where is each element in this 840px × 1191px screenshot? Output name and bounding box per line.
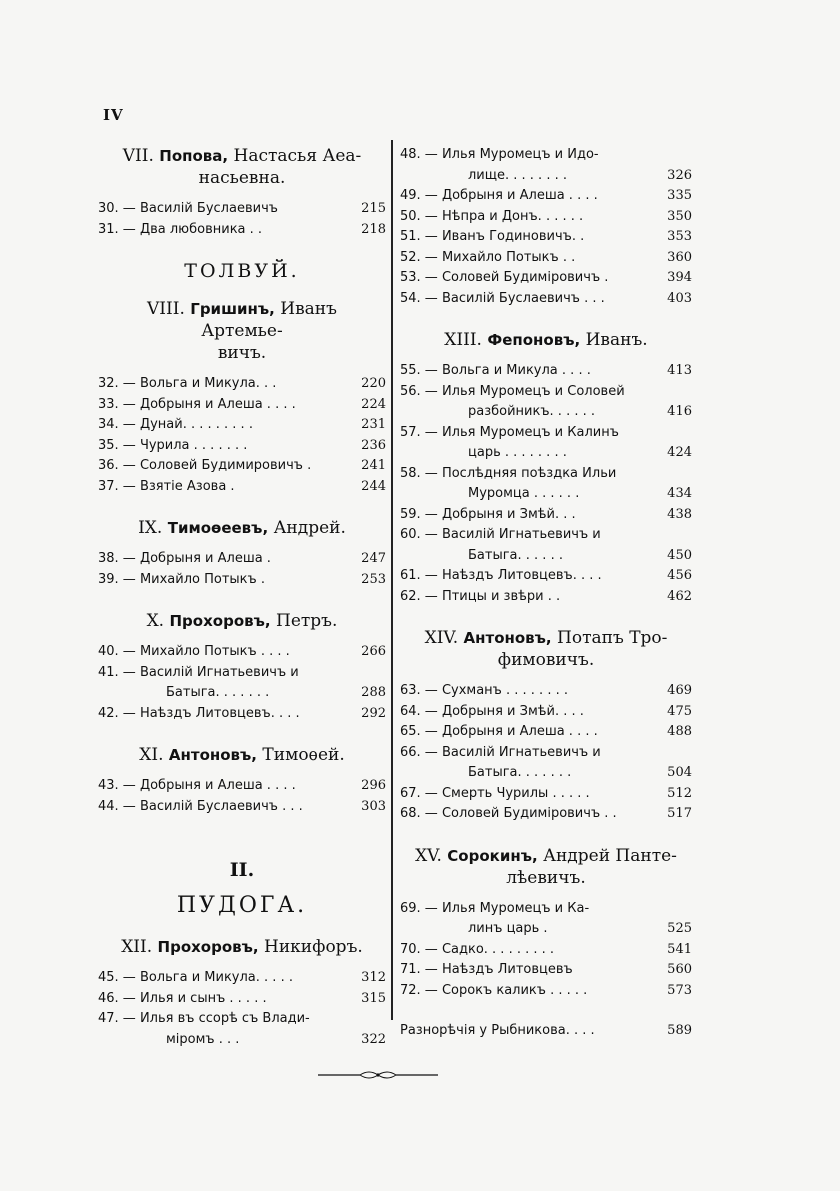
toc-entry: [98, 663, 386, 684]
entry-title: 59. — Добрыня и Змѣй. . .: [400, 506, 576, 522]
entry-page: [348, 1009, 386, 1030]
entry-title: Батыга. . . . . .: [468, 547, 563, 563]
toc-entry: [400, 361, 692, 382]
toc-entry: [98, 642, 386, 663]
page-number: IV: [103, 106, 124, 124]
entry-page: 266: [361, 644, 386, 659]
entry-page: 326: [667, 167, 692, 183]
toc-entry: [400, 960, 692, 981]
entry-title: линъ царь .: [468, 921, 548, 936]
entry-title: 69. — Илья Муромецъ и Ка-: [400, 900, 590, 916]
entry-title: 38. — Добрыня и Алеша .: [98, 551, 271, 566]
narrator-name: Петръ.: [276, 611, 338, 631]
entry-page: 394: [667, 270, 692, 285]
toc-entry: [400, 981, 692, 1002]
entry-page: 241: [361, 458, 386, 473]
toc-entry: [400, 248, 692, 269]
narrator-name: Тимоѳей.: [262, 745, 345, 765]
entry-title: 50. — Нѣпра и Донъ. . . . . .: [400, 208, 584, 224]
toc-entry: [98, 683, 386, 704]
section-number: XI.: [139, 745, 164, 765]
entry-page: 416: [667, 404, 692, 419]
entry-page: [654, 899, 692, 920]
narrator-name-cont: вичъ.: [217, 343, 267, 363]
toc-entry: [98, 436, 386, 457]
entry-page: [654, 382, 692, 403]
toc-entry: [400, 207, 692, 228]
entry-title: 46. — Илья и сынъ . . . . .: [98, 990, 267, 1006]
entry-title: 54. — Василій Буслаевичъ . . .: [400, 290, 605, 306]
toc-entry: [98, 415, 386, 436]
entry-page: 253: [361, 571, 386, 587]
toc-entry: [400, 268, 692, 289]
section-number: XIV.: [424, 628, 459, 648]
entry-title: разбойникъ. . . . . .: [468, 404, 595, 419]
toc-entry: [98, 1009, 386, 1030]
entry-title: 68. — Соловей Будимiровичъ . .: [400, 806, 617, 821]
entry-title: 63. — Сухманъ . . . . . . . .: [400, 683, 568, 698]
section-heading: [98, 517, 386, 539]
narrator-name: Андрей Панте-: [543, 845, 677, 866]
entry-title: 45. — Вольга и Микула. . . . .: [98, 970, 293, 985]
section-number: X.: [146, 611, 165, 631]
left-column: [98, 145, 386, 1070]
toc-entry: [400, 186, 692, 207]
entry-title: 40. — Михайло Потыкъ . . . .: [98, 644, 290, 659]
entry-page: 312: [361, 970, 386, 985]
toc-entry: [98, 776, 386, 797]
section-heading: [98, 298, 386, 364]
entry-page: 315: [361, 990, 386, 1006]
entry-title: 32. — Вольга и Микула. . .: [98, 376, 277, 391]
narrator-surname: Антоновъ,: [463, 629, 552, 647]
entry-title: 57. — Илья Муромецъ и Калинъ: [400, 424, 619, 440]
narrator-surname: Прохоровъ,: [169, 612, 271, 630]
section-number: XV.: [415, 845, 442, 866]
toc-entry: [98, 395, 386, 416]
entry-title: лище. . . . . . . .: [468, 167, 567, 183]
entry-title: 31. — Два любовника . .: [98, 221, 263, 237]
entry-page: 236: [361, 437, 386, 453]
narrator-surname: Фепоновъ,: [487, 331, 581, 349]
entry-title: 35. — Чурила . . . . . . .: [98, 437, 248, 453]
toc-entry: [400, 166, 692, 187]
entry-page: 350: [667, 208, 692, 224]
entry-page: 353: [667, 229, 692, 244]
toc-list: [98, 642, 386, 724]
place-heading: ПУДОГА.: [176, 893, 308, 918]
entry-title: 51. — Иванъ Годиновичъ. .: [400, 229, 585, 244]
entry-page: 504: [667, 765, 692, 780]
entry-title: 44. — Василій Буслаевичъ . . .: [98, 798, 303, 814]
narrator-surname: Антоновъ,: [168, 746, 258, 764]
narrator-name: Настасья Аеа-: [233, 146, 362, 166]
entry-page: 438: [667, 506, 692, 522]
entry-title: 39. — Михайло Потыкъ .: [98, 571, 265, 587]
entry-title: 71. — Наѣздъ Литовцевъ: [400, 962, 573, 977]
section-heading: [400, 627, 692, 671]
entry-title: Муромца . . . . . .: [468, 486, 580, 501]
entry-page: [654, 145, 692, 166]
entry-title: Батыга. . . . . . .: [468, 765, 572, 780]
entry-page: 469: [667, 683, 692, 698]
entry-page: 215: [361, 201, 386, 216]
toc-entry: [400, 804, 692, 825]
section-number: IX.: [138, 518, 163, 538]
section-heading: [400, 845, 692, 889]
toc-entry: [400, 566, 692, 587]
entry-page: 424: [667, 445, 692, 460]
entry-title: 34. — Дунай. . . . . . . . .: [98, 417, 253, 432]
section-heading: [98, 610, 386, 632]
toc-list: [98, 549, 386, 590]
toc-entry: [400, 919, 692, 940]
entry-title: 43. — Добрыня и Алеша . . . .: [98, 778, 296, 793]
entry-title: 67. — Смерть Чурилы . . . . .: [400, 785, 590, 801]
entry-title: 60. — Василій Игнатьевичъ и: [400, 527, 601, 542]
section-number: VIII.: [147, 299, 185, 319]
entry-title: 33. — Добрыня и Алеша . . . .: [98, 396, 296, 412]
narrator-surname: Гришинъ,: [190, 300, 275, 318]
entry-page: 296: [361, 778, 386, 793]
entry-page: [348, 663, 386, 684]
appendix-entry: [400, 1021, 692, 1042]
toc-list: [400, 899, 692, 1002]
entry-title: 72. — Сорокъ каликъ . . . . .: [400, 982, 588, 998]
toc-entry: [400, 464, 692, 485]
section-number: XIII.: [444, 330, 482, 350]
narrator-name-cont: насьевна.: [198, 168, 286, 188]
toc-entry: [400, 443, 692, 464]
entry-page: 560: [667, 962, 692, 977]
toc-entry: [400, 940, 692, 961]
part-number: II.: [229, 859, 255, 881]
toc-entry: [98, 456, 386, 477]
entry-page: [654, 525, 692, 546]
entry-page: 462: [667, 588, 692, 604]
toc-entry: [400, 423, 692, 444]
toc-list: [98, 374, 386, 497]
entry-page: 541: [667, 941, 692, 957]
entry-title: 65. — Добрыня и Алеша . . . .: [400, 724, 598, 739]
entry-page: 403: [667, 290, 692, 306]
entry-title: Батыга. . . . . . .: [166, 685, 270, 700]
entry-page: 512: [667, 785, 692, 801]
toc-entry: [400, 681, 692, 702]
entry-title: 66. — Василій Игнатьевичъ и: [400, 744, 601, 760]
entry-page: 224: [361, 396, 386, 412]
entry-page: 288: [361, 685, 386, 700]
entry-page: 231: [361, 417, 386, 432]
column-divider: [391, 140, 393, 1020]
toc-entry: [400, 484, 692, 505]
toc-entry: [400, 525, 692, 546]
entry-page: 589: [667, 1023, 692, 1038]
toc-entry: [400, 145, 692, 166]
section-heading: [98, 145, 386, 189]
entry-page: 244: [361, 478, 386, 494]
entry-page: 335: [667, 188, 692, 203]
toc-entry: [98, 570, 386, 591]
entry-page: 450: [667, 547, 692, 563]
toc-entry: [400, 722, 692, 743]
entry-title: 42. — Наѣздъ Литовцевъ. . . .: [98, 705, 300, 721]
toc-entry: [400, 763, 692, 784]
entry-title: міромъ . . .: [166, 1031, 240, 1047]
narrator-surname: Тимоѳеевъ,: [167, 519, 269, 537]
toc-list: [400, 145, 692, 309]
narrator-surname: Сорокинъ,: [447, 846, 538, 865]
entry-title: 47. — Илья въ ссорѣ съ Влади-: [98, 1011, 310, 1026]
entry-title: 49. — Добрыня и Алеша . . . .: [400, 188, 598, 203]
ornament-divider: [318, 1068, 438, 1082]
entry-page: 573: [667, 982, 692, 998]
entry-page: 475: [667, 703, 692, 719]
toc-entry: [98, 477, 386, 498]
narrator-name: Потапъ Тро-: [557, 628, 668, 648]
toc-entry: [400, 505, 692, 526]
toc-list: [98, 199, 386, 240]
toc-entry: [400, 743, 692, 764]
toc-entry: [98, 797, 386, 818]
narrator-name: Иванъ Артемье-: [201, 299, 337, 341]
narrator-name: Андрей.: [273, 518, 346, 538]
entry-page: 360: [667, 249, 692, 265]
entry-title: 64. — Добрыня и Змѣй. . . .: [400, 703, 584, 719]
toc-list: [400, 681, 692, 825]
narrator-name-cont: фимовичъ.: [497, 650, 595, 670]
section-heading: [98, 744, 386, 766]
toc-entry: [98, 989, 386, 1010]
toc-entry: [400, 899, 692, 920]
toc-list: [98, 776, 386, 817]
toc-entry: [400, 1021, 692, 1042]
toc-entry: [98, 968, 386, 989]
toc-entry: [400, 587, 692, 608]
entry-page: 218: [361, 221, 386, 237]
section-number: VII.: [122, 146, 154, 166]
entry-page: 434: [667, 486, 692, 501]
right-column: [400, 145, 692, 1062]
entry-page: 525: [667, 921, 692, 936]
entry-page: 292: [361, 705, 386, 721]
toc-entry: [400, 289, 692, 310]
narrator-name: Иванъ.: [585, 330, 648, 350]
toc-list: [400, 361, 692, 607]
entry-title: царь . . . . . . . .: [468, 445, 567, 460]
toc-entry: [400, 546, 692, 567]
entry-page: 488: [667, 724, 692, 739]
toc-entry: [98, 220, 386, 241]
entry-title: 62. — Птицы и звѣри . .: [400, 588, 561, 604]
entry-page: 247: [361, 551, 386, 566]
toc-entry: [400, 784, 692, 805]
section-heading: [98, 936, 386, 958]
entry-title: 58. — Послѣдняя поѣздка Ильи: [400, 465, 617, 481]
entry-page: 220: [361, 376, 386, 391]
narrator-surname: Попова,: [159, 147, 229, 165]
toc-entry: [400, 402, 692, 423]
narrator-surname: Прохоровъ,: [157, 938, 259, 956]
narrator-name: Никифоръ.: [264, 937, 363, 957]
entry-page: 517: [667, 806, 692, 821]
entry-title: 70. — Садко. . . . . . . . .: [400, 941, 555, 957]
toc-entry: [400, 227, 692, 248]
entry-title: 37. — Взятіе Азова .: [98, 478, 235, 494]
toc-entry: [98, 704, 386, 725]
section-number: XII.: [121, 937, 153, 957]
section-heading: [400, 329, 692, 351]
entry-title: 41. — Василій Игнатьевичъ и: [98, 664, 299, 680]
entry-page: 322: [361, 1031, 386, 1047]
entry-page: 456: [667, 568, 692, 583]
entry-page: [654, 423, 692, 444]
toc-entry: [98, 199, 386, 220]
toc-entry: [98, 549, 386, 570]
entry-page: 413: [667, 363, 692, 378]
narrator-name-cont: лѣевичъ.: [506, 867, 586, 888]
entry-page: 303: [361, 798, 386, 814]
toc-list: [98, 968, 386, 1050]
entry-page: [654, 743, 692, 764]
toc-entry: [98, 1030, 386, 1051]
toc-entry: [98, 374, 386, 395]
entry-title: 55. — Вольга и Микула . . . .: [400, 363, 591, 378]
entry-title: Разнорѣчія у Рыбникова. . . .: [400, 1023, 595, 1038]
entry-title: 53. — Соловей Будимiровичъ .: [400, 270, 609, 285]
entry-page: [654, 464, 692, 485]
entry-title: 56. — Илья Муромецъ и Соловей: [400, 383, 625, 399]
entry-title: 61. — Наѣздъ Литовцевъ. . . .: [400, 568, 602, 583]
entry-title: 30. — Василій Буслаевичъ: [98, 201, 278, 216]
entry-title: 36. — Соловей Будимировичъ .: [98, 458, 312, 473]
toc-entry: [400, 382, 692, 403]
entry-title: 52. — Михайло Потыкъ . .: [400, 249, 576, 265]
toc-entry: [400, 702, 692, 723]
place-heading: ТОЛВУЙ.: [184, 260, 300, 282]
entry-title: 48. — Илья Муромецъ и Идо-: [400, 147, 599, 162]
